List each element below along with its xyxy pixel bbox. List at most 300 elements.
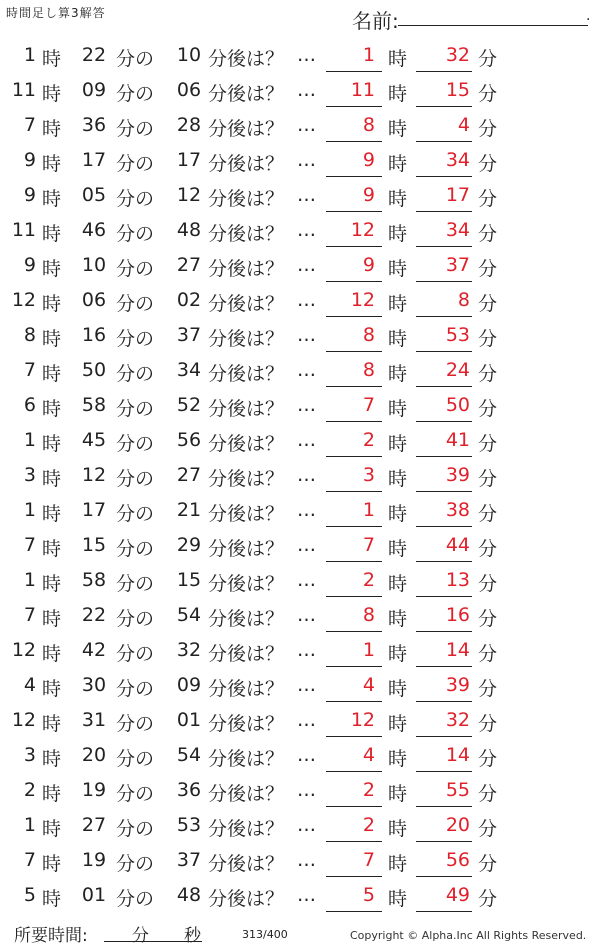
problem-row <box>0 108 600 143</box>
hour-label: 時 <box>388 853 408 875</box>
hour-label: 時 <box>388 748 408 770</box>
ellipsis: … <box>297 709 316 731</box>
hour-label: 時 <box>388 783 408 805</box>
minute-label: 分 <box>478 748 498 770</box>
start-hour: 1 <box>23 429 36 451</box>
minute-of-label: 分の <box>116 118 155 140</box>
added-minutes: 48 <box>176 884 202 906</box>
start-minute: 58 <box>81 394 107 416</box>
start-hour: 7 <box>23 534 36 556</box>
added-minutes: 53 <box>176 814 202 836</box>
minutes-later-label: 分後は？ <box>208 363 285 385</box>
hour-label: 時 <box>42 398 62 420</box>
minute-of-label: 分の <box>116 48 155 70</box>
hour-label: 時 <box>388 433 408 455</box>
problem-row <box>0 563 600 598</box>
answer-minute: 55 <box>445 779 470 801</box>
ellipsis: … <box>297 604 316 626</box>
start-minute: 46 <box>81 219 107 241</box>
answer-hour-line <box>326 631 382 632</box>
start-hour: 1 <box>23 499 36 521</box>
ellipsis: … <box>297 429 316 451</box>
answer-hour: 3 <box>362 464 375 486</box>
answer-hour-line <box>326 281 382 282</box>
minutes-later-label: 分後は？ <box>208 608 285 630</box>
hour-label: 時 <box>42 223 62 245</box>
answer-hour: 7 <box>362 394 375 416</box>
answer-minute-line <box>416 106 472 107</box>
minute-of-label: 分の <box>116 818 155 840</box>
answer-minute: 14 <box>445 744 470 766</box>
answer-minute: 4 <box>457 114 470 136</box>
answer-minute: 32 <box>445 709 470 731</box>
hour-label: 時 <box>388 678 408 700</box>
hour-label: 時 <box>388 888 408 910</box>
minutes-later-label: 分後は？ <box>208 118 285 140</box>
answer-hour: 4 <box>362 744 375 766</box>
answer-minute: 13 <box>445 569 470 591</box>
minutes-later-label: 分後は？ <box>208 188 285 210</box>
answer-hour-line <box>326 421 382 422</box>
hour-label: 時 <box>388 83 408 105</box>
time-required-label: 所要時間: <box>14 926 88 946</box>
minute-label: 分 <box>478 223 498 245</box>
problem-row <box>0 248 600 283</box>
added-minutes: 10 <box>176 44 202 66</box>
answer-minute: 50 <box>445 394 470 416</box>
answer-minute: 37 <box>445 254 470 276</box>
ellipsis: … <box>297 184 316 206</box>
problem-row <box>0 353 600 388</box>
start-hour: 12 <box>11 639 36 661</box>
answer-hour-line <box>326 316 382 317</box>
hour-label: 時 <box>388 713 408 735</box>
minute-of-label: 分の <box>116 538 155 560</box>
hour-label: 時 <box>42 363 62 385</box>
minute-label: 分 <box>478 258 498 280</box>
answer-hour-line <box>326 526 382 527</box>
minute-of-label: 分の <box>116 888 155 910</box>
hour-label: 時 <box>42 608 62 630</box>
minute-label: 分 <box>478 818 498 840</box>
start-minute: 42 <box>81 639 107 661</box>
answer-hour-line <box>326 351 382 352</box>
added-minutes: 29 <box>176 534 202 556</box>
minute-label: 分 <box>478 328 498 350</box>
answer-hour: 2 <box>362 569 375 591</box>
name-field-line <box>398 25 588 26</box>
hour-label: 時 <box>42 853 62 875</box>
minute-label: 分 <box>478 433 498 455</box>
problem-row <box>0 283 600 318</box>
hour-label: 時 <box>42 433 62 455</box>
minute-of-label: 分の <box>116 608 155 630</box>
ellipsis: … <box>297 499 316 521</box>
answer-minute-line <box>416 631 472 632</box>
added-minutes: 54 <box>176 604 202 626</box>
hour-label: 時 <box>388 818 408 840</box>
answer-minute-line <box>416 841 472 842</box>
minute-of-label: 分の <box>116 643 155 665</box>
hour-label: 時 <box>42 538 62 560</box>
minute-of-label: 分の <box>116 503 155 525</box>
start-hour: 11 <box>11 79 36 101</box>
hour-label: 時 <box>388 608 408 630</box>
hour-label: 時 <box>388 503 408 525</box>
hour-label: 時 <box>388 398 408 420</box>
answer-minute-line <box>416 526 472 527</box>
minute-label: 分 <box>478 83 498 105</box>
hour-label: 時 <box>388 328 408 350</box>
start-hour: 7 <box>23 114 36 136</box>
added-minutes: 21 <box>176 499 202 521</box>
answer-minute-line <box>416 806 472 807</box>
problem-row <box>0 738 600 773</box>
problem-row <box>0 73 600 108</box>
added-minutes: 48 <box>176 219 202 241</box>
answer-hour: 2 <box>362 814 375 836</box>
hour-label: 時 <box>42 468 62 490</box>
answer-minute-line <box>416 771 472 772</box>
hour-label: 時 <box>42 643 62 665</box>
added-minutes: 52 <box>176 394 202 416</box>
answer-minute-line <box>416 701 472 702</box>
problem-row <box>0 178 600 213</box>
copyright-text: Copyright © Alpha.Inc All Rights Reserved. <box>350 929 587 942</box>
minute-of-label: 分の <box>116 398 155 420</box>
minute-of-label: 分の <box>116 573 155 595</box>
answer-hour-line <box>326 701 382 702</box>
answer-minute: 39 <box>445 464 470 486</box>
answer-minute-line <box>416 491 472 492</box>
ellipsis: … <box>297 464 316 486</box>
time-minute-unit: 分 <box>132 926 149 946</box>
minute-of-label: 分の <box>116 783 155 805</box>
added-minutes: 12 <box>176 184 202 206</box>
start-minute: 31 <box>81 709 107 731</box>
problem-row <box>0 528 600 563</box>
minutes-later-label: 分後は？ <box>208 713 285 735</box>
ellipsis: … <box>297 849 316 871</box>
problem-row <box>0 703 600 738</box>
start-minute: 09 <box>81 79 107 101</box>
start-minute: 17 <box>81 499 107 521</box>
hour-label: 時 <box>42 888 62 910</box>
minutes-later-label: 分後は？ <box>208 83 285 105</box>
answer-minute-line <box>416 736 472 737</box>
added-minutes: 32 <box>176 639 202 661</box>
answer-hour: 2 <box>362 429 375 451</box>
minute-of-label: 分の <box>116 853 155 875</box>
answer-minute: 8 <box>457 289 470 311</box>
start-hour: 9 <box>23 254 36 276</box>
answer-hour-line <box>326 176 382 177</box>
minute-label: 分 <box>478 153 498 175</box>
minutes-later-label: 分後は？ <box>208 48 285 70</box>
start-minute: 36 <box>81 114 107 136</box>
minute-label: 分 <box>478 643 498 665</box>
start-hour: 1 <box>23 569 36 591</box>
minutes-later-label: 分後は？ <box>208 818 285 840</box>
answer-minute: 56 <box>445 849 470 871</box>
start-hour: 6 <box>23 394 36 416</box>
answer-hour: 9 <box>362 254 375 276</box>
start-minute: 50 <box>81 359 107 381</box>
answer-minute: 49 <box>445 884 470 906</box>
answer-minute-line <box>416 421 472 422</box>
answer-minute: 44 <box>445 534 470 556</box>
start-hour: 5 <box>23 884 36 906</box>
answer-minute-line <box>416 316 472 317</box>
start-minute: 27 <box>81 814 107 836</box>
worksheet-title: 時間足し算3解答 <box>6 6 106 20</box>
hour-label: 時 <box>42 818 62 840</box>
hour-label: 時 <box>388 48 408 70</box>
hour-label: 時 <box>388 643 408 665</box>
start-hour: 7 <box>23 359 36 381</box>
start-minute: 20 <box>81 744 107 766</box>
start-minute: 58 <box>81 569 107 591</box>
time-second-unit: 秒 <box>184 926 201 946</box>
minute-label: 分 <box>478 503 498 525</box>
start-minute: 22 <box>81 44 107 66</box>
answer-minute-line <box>416 351 472 352</box>
hour-label: 時 <box>42 748 62 770</box>
minute-label: 分 <box>478 363 498 385</box>
added-minutes: 28 <box>176 114 202 136</box>
answer-hour-line <box>326 876 382 877</box>
problem-row <box>0 38 600 73</box>
answer-hour: 1 <box>362 499 375 521</box>
answer-minute-line <box>416 666 472 667</box>
minute-label: 分 <box>478 573 498 595</box>
minute-of-label: 分の <box>116 83 155 105</box>
problem-row <box>0 493 600 528</box>
ellipsis: … <box>297 359 316 381</box>
added-minutes: 36 <box>176 779 202 801</box>
added-minutes: 15 <box>176 569 202 591</box>
answer-hour: 12 <box>350 289 375 311</box>
problem-row <box>0 808 600 843</box>
start-hour: 12 <box>11 709 36 731</box>
answer-minute: 41 <box>445 429 470 451</box>
answer-hour-line <box>326 491 382 492</box>
problem-list <box>0 38 600 913</box>
page-number: 313/400 <box>242 928 288 941</box>
minutes-later-label: 分後は？ <box>208 573 285 595</box>
minute-label: 分 <box>478 48 498 70</box>
added-minutes: 02 <box>176 289 202 311</box>
start-minute: 06 <box>81 289 107 311</box>
start-minute: 12 <box>81 464 107 486</box>
minutes-later-label: 分後は？ <box>208 643 285 665</box>
hour-label: 時 <box>42 118 62 140</box>
answer-hour-line <box>326 806 382 807</box>
start-hour: 9 <box>23 149 36 171</box>
hour-label: 時 <box>388 188 408 210</box>
start-minute: 05 <box>81 184 107 206</box>
answer-minute-line <box>416 596 472 597</box>
problem-row <box>0 458 600 493</box>
start-hour: 3 <box>23 464 36 486</box>
answer-hour-line <box>326 561 382 562</box>
hour-label: 時 <box>388 363 408 385</box>
answer-minute-line <box>416 561 472 562</box>
problem-row <box>0 213 600 248</box>
minute-label: 分 <box>478 888 498 910</box>
minute-of-label: 分の <box>116 258 155 280</box>
minute-label: 分 <box>478 468 498 490</box>
answer-hour-line <box>326 246 382 247</box>
hour-label: 時 <box>42 188 62 210</box>
minute-label: 分 <box>478 713 498 735</box>
minutes-later-label: 分後は？ <box>208 328 285 350</box>
minutes-later-label: 分後は？ <box>208 678 285 700</box>
problem-row <box>0 843 600 878</box>
ellipsis: … <box>297 779 316 801</box>
answer-minute: 16 <box>445 604 470 626</box>
hour-label: 時 <box>388 468 408 490</box>
answer-minute-line <box>416 246 472 247</box>
answer-minute: 32 <box>445 44 470 66</box>
minutes-later-label: 分後は？ <box>208 223 285 245</box>
start-hour: 1 <box>23 814 36 836</box>
ellipsis: … <box>297 149 316 171</box>
hour-label: 時 <box>42 573 62 595</box>
answer-hour: 1 <box>362 44 375 66</box>
start-minute: 17 <box>81 149 107 171</box>
minute-label: 分 <box>478 538 498 560</box>
minutes-later-label: 分後は？ <box>208 853 285 875</box>
answer-hour: 4 <box>362 674 375 696</box>
added-minutes: 37 <box>176 324 202 346</box>
minute-of-label: 分の <box>116 328 155 350</box>
minute-of-label: 分の <box>116 678 155 700</box>
answer-hour: 5 <box>362 884 375 906</box>
hour-label: 時 <box>42 328 62 350</box>
answer-minute-line <box>416 211 472 212</box>
hour-label: 時 <box>388 118 408 140</box>
answer-hour: 8 <box>362 114 375 136</box>
start-hour: 7 <box>23 604 36 626</box>
start-hour: 3 <box>23 744 36 766</box>
answer-minute: 20 <box>445 814 470 836</box>
minute-label: 分 <box>478 398 498 420</box>
answer-minute: 34 <box>445 149 470 171</box>
answer-hour-line <box>326 596 382 597</box>
start-hour: 4 <box>23 674 36 696</box>
answer-hour: 8 <box>362 359 375 381</box>
minute-label: 分 <box>478 118 498 140</box>
added-minutes: 56 <box>176 429 202 451</box>
added-minutes: 06 <box>176 79 202 101</box>
minutes-later-label: 分後は？ <box>208 258 285 280</box>
added-minutes: 17 <box>176 149 202 171</box>
minutes-later-label: 分後は？ <box>208 503 285 525</box>
time-required-line <box>104 941 202 942</box>
hour-label: 時 <box>42 783 62 805</box>
start-minute: 19 <box>81 779 107 801</box>
ellipsis: … <box>297 884 316 906</box>
answer-hour-line <box>326 386 382 387</box>
added-minutes: 34 <box>176 359 202 381</box>
minutes-later-label: 分後は？ <box>208 293 285 315</box>
minutes-later-label: 分後は？ <box>208 468 285 490</box>
start-hour: 2 <box>23 779 36 801</box>
start-hour: 9 <box>23 184 36 206</box>
ellipsis: … <box>297 114 316 136</box>
start-hour: 11 <box>11 219 36 241</box>
ellipsis: … <box>297 219 316 241</box>
problem-row <box>0 598 600 633</box>
ellipsis: … <box>297 569 316 591</box>
minute-of-label: 分の <box>116 748 155 770</box>
added-minutes: 27 <box>176 254 202 276</box>
hour-label: 時 <box>42 678 62 700</box>
answer-hour: 8 <box>362 324 375 346</box>
hour-label: 時 <box>42 258 62 280</box>
answer-hour: 9 <box>362 184 375 206</box>
answer-hour-line <box>326 141 382 142</box>
minute-of-label: 分の <box>116 433 155 455</box>
minutes-later-label: 分後は？ <box>208 153 285 175</box>
answer-hour: 12 <box>350 709 375 731</box>
minute-label: 分 <box>478 188 498 210</box>
answer-minute: 53 <box>445 324 470 346</box>
ellipsis: … <box>297 814 316 836</box>
problem-row <box>0 143 600 178</box>
hour-label: 時 <box>42 83 62 105</box>
ellipsis: … <box>297 289 316 311</box>
added-minutes: 09 <box>176 674 202 696</box>
name-dot: . <box>586 8 591 24</box>
start-hour: 1 <box>23 44 36 66</box>
added-minutes: 01 <box>176 709 202 731</box>
answer-minute-line <box>416 876 472 877</box>
start-hour: 12 <box>11 289 36 311</box>
minute-of-label: 分の <box>116 293 155 315</box>
ellipsis: … <box>297 534 316 556</box>
ellipsis: … <box>297 44 316 66</box>
answer-hour: 8 <box>362 604 375 626</box>
start-hour: 8 <box>23 324 36 346</box>
minute-label: 分 <box>478 293 498 315</box>
minute-label: 分 <box>478 608 498 630</box>
answer-minute: 38 <box>445 499 470 521</box>
answer-hour: 1 <box>362 639 375 661</box>
start-minute: 22 <box>81 604 107 626</box>
answer-hour-line <box>326 911 382 912</box>
answer-minute-line <box>416 71 472 72</box>
minutes-later-label: 分後は？ <box>208 398 285 420</box>
answer-minute-line <box>416 386 472 387</box>
answer-minute-line <box>416 141 472 142</box>
minute-of-label: 分の <box>116 153 155 175</box>
minutes-later-label: 分後は？ <box>208 748 285 770</box>
start-minute: 10 <box>81 254 107 276</box>
hour-label: 時 <box>388 258 408 280</box>
hour-label: 時 <box>42 153 62 175</box>
answer-hour-line <box>326 106 382 107</box>
problem-row <box>0 423 600 458</box>
hour-label: 時 <box>388 223 408 245</box>
answer-minute-line <box>416 456 472 457</box>
minutes-later-label: 分後は？ <box>208 783 285 805</box>
minute-of-label: 分の <box>116 188 155 210</box>
name-label: 名前: <box>352 9 399 33</box>
problem-row <box>0 668 600 703</box>
ellipsis: … <box>297 674 316 696</box>
